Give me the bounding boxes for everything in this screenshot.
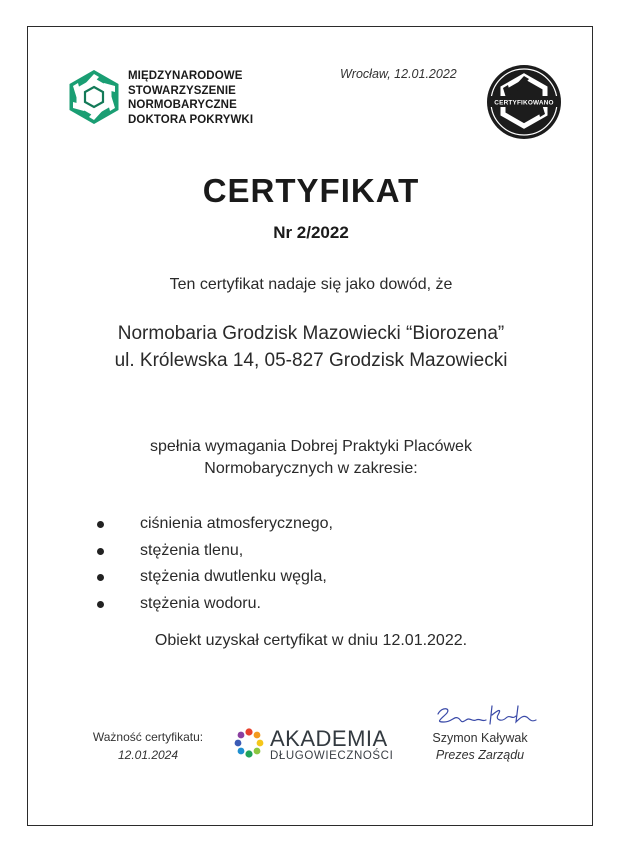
requirement-line: spełnia wymagania Dobrej Praktyki Placówek <box>150 438 472 455</box>
intro-text: Ten certyfikat nadaje się jako dowód, że <box>169 276 453 293</box>
hexagon-knot-icon <box>68 70 120 124</box>
akademia-flower-icon <box>232 726 266 760</box>
list-item-text: ciśnienia atmosferycznego, <box>140 515 333 532</box>
signer-name: Szymon Kaływak <box>432 731 528 745</box>
facility-name: Normobaria Grodzisk Mazowiecki “Biorozena” <box>117 323 505 344</box>
list-item-text: stężenia dwutlenku węgla, <box>140 568 327 585</box>
akademia-subtitle: DŁUGOWIECZNOŚCI <box>270 750 394 762</box>
scope-list <box>97 511 333 617</box>
akademia-title: AKADEMIA <box>270 726 388 751</box>
bullet-icon <box>97 601 104 608</box>
facility-block <box>0 320 622 374</box>
organization-name-line: STOWARZYSZENIE <box>128 84 236 97</box>
validity-date: 12.01.2024 <box>117 748 179 762</box>
bullet-icon <box>97 521 104 528</box>
certified-seal-icon <box>486 64 562 140</box>
list-item <box>97 564 333 591</box>
organization-name-line: DOKTORA POKRYWKI <box>128 113 254 126</box>
bullet-icon <box>97 548 104 555</box>
list-item-text: stężenia wodoru. <box>140 594 261 612</box>
bullet-icon <box>97 574 104 581</box>
list-item <box>97 591 333 618</box>
organization-name-line: MIĘDZYNARODOWE <box>128 70 243 82</box>
certificate-number: Nr 2/2022 <box>273 223 349 242</box>
certificate-title: CERTYFIKAT <box>202 172 420 209</box>
organization-name-line: NORMOBARYCZNE <box>128 99 237 111</box>
handwritten-signature <box>432 700 542 730</box>
list-item-text: stężenia tlenu, <box>140 541 244 559</box>
requirement-line: Normobarycznych w zakresie: <box>204 460 418 477</box>
organization-name <box>128 69 253 127</box>
list-item <box>97 538 333 565</box>
signer-role: Prezes Zarządu <box>435 748 525 762</box>
list-item <box>97 511 333 538</box>
facility-address: ul. Królewska 14, 05-827 Grodzisk Mazowiecki <box>114 350 508 371</box>
requirement-text <box>0 436 622 480</box>
obtained-statement: Obiekt uzyskał certyfikat w dniu 12.01.2022. <box>154 632 468 649</box>
seal-label: CERTYFIKOWANO <box>494 99 554 107</box>
validity-label: Ważność certyfikatu: <box>92 730 204 744</box>
akademia-logo-text <box>270 727 393 763</box>
place-date: Wrocław, 12.01.2022 <box>340 67 457 81</box>
